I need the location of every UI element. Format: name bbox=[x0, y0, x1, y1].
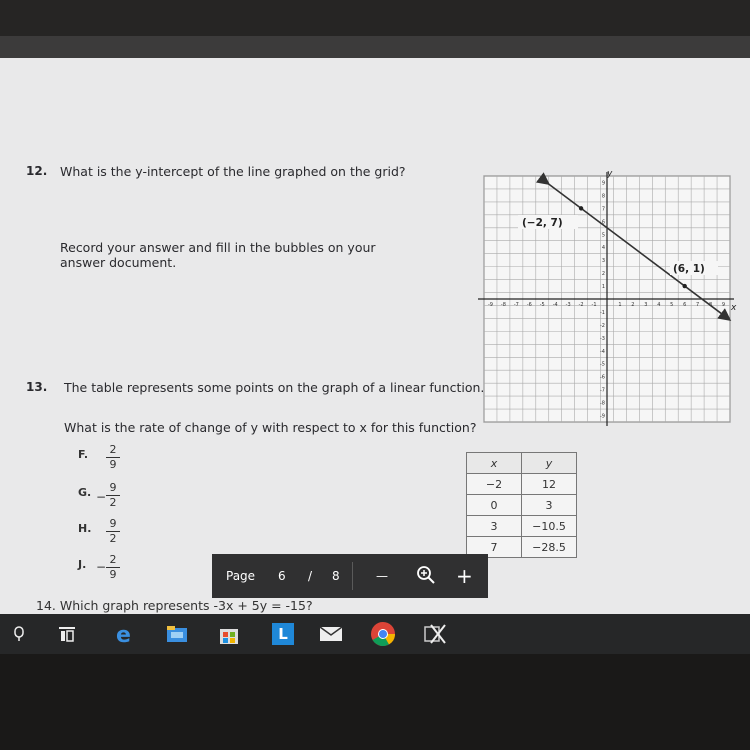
x-tick-label: 7 bbox=[696, 302, 700, 308]
y-tick-label: -4 bbox=[600, 348, 605, 355]
edge-icon[interactable] bbox=[110, 620, 140, 648]
y-tick-label: 7 bbox=[601, 206, 605, 213]
store-icon[interactable] bbox=[214, 620, 244, 648]
option-h-fraction bbox=[106, 518, 120, 545]
y-tick-label: 4 bbox=[601, 245, 605, 252]
option-j-fraction bbox=[106, 554, 120, 581]
question-12-instruction-1: Record your answer and fill in the bubbles on your bbox=[60, 240, 376, 255]
zoom-in-button[interactable]: + bbox=[456, 564, 473, 588]
x-tick-label: -2 bbox=[578, 302, 584, 308]
page-total: 8 bbox=[332, 569, 340, 583]
option-h-denominator: 2 bbox=[109, 532, 117, 545]
option-g-letter: G. bbox=[78, 486, 92, 499]
windows-taskbar bbox=[0, 614, 750, 654]
table-cell: −28.5 bbox=[522, 537, 577, 558]
table-row bbox=[467, 474, 577, 495]
viewer-top-strip bbox=[0, 36, 750, 58]
y-tick-label: 3 bbox=[601, 258, 605, 265]
page-separator: / bbox=[308, 569, 313, 583]
x-tick-label: 9 bbox=[721, 302, 726, 308]
y-tick-label: -7 bbox=[600, 387, 605, 394]
option-j-sign: − bbox=[96, 560, 107, 574]
chrome-icon[interactable] bbox=[368, 620, 398, 648]
question-13-number: 13. bbox=[26, 380, 48, 394]
table-cell: −2 bbox=[467, 474, 522, 495]
x-tick-label: -4 bbox=[552, 302, 558, 308]
x-tick-label: -9 bbox=[487, 302, 493, 308]
table-header-row bbox=[467, 453, 577, 474]
x-tick-label: 4 bbox=[657, 302, 661, 308]
page-toolbar bbox=[212, 554, 488, 598]
question-13-question: What is the rate of change of y with respect to x for this function? bbox=[64, 420, 477, 435]
x-tick-label: 6 bbox=[683, 302, 687, 308]
values-table bbox=[466, 452, 577, 558]
option-h-letter: H. bbox=[78, 522, 92, 535]
question-12-number: 12. bbox=[26, 164, 48, 178]
zoom-out-button[interactable]: — bbox=[376, 569, 388, 583]
y-tick-label: 6 bbox=[601, 219, 605, 226]
table-cell: −10.5 bbox=[522, 516, 577, 537]
table-cell: 3 bbox=[467, 516, 522, 537]
x-tick-label: -5 bbox=[539, 302, 545, 308]
option-f-numerator: 2 bbox=[109, 443, 117, 456]
mail-icon[interactable] bbox=[316, 620, 346, 648]
y-tick-label: -9 bbox=[600, 413, 605, 420]
y-tick-label: 2 bbox=[601, 271, 605, 278]
option-f-fraction bbox=[106, 444, 120, 471]
table-row bbox=[467, 516, 577, 537]
x-tick-label: -7 bbox=[513, 302, 519, 308]
x-tick-label: 5 bbox=[670, 302, 674, 308]
y-tick-label: -8 bbox=[600, 400, 605, 407]
y-tick-label: -1 bbox=[600, 309, 605, 316]
option-g-fraction bbox=[106, 482, 120, 509]
option-g-sign: − bbox=[96, 490, 107, 504]
y-tick-label: 1 bbox=[601, 284, 605, 291]
x-tick-label: -1 bbox=[591, 302, 597, 308]
y-tick-label: -3 bbox=[600, 335, 605, 342]
table-header-y: y bbox=[522, 453, 577, 474]
y-axis-label: y bbox=[607, 170, 613, 179]
l-app-icon[interactable] bbox=[268, 620, 298, 648]
x-axis-label: x bbox=[731, 303, 737, 313]
table-cell: 12 bbox=[522, 474, 577, 495]
y-tick-label: -2 bbox=[600, 322, 605, 329]
y-tick-label: -5 bbox=[600, 361, 605, 368]
x-tick-label: -8 bbox=[500, 302, 506, 308]
point-b bbox=[682, 284, 686, 288]
coordinate-grid bbox=[474, 170, 750, 432]
monitor-bezel-bottom bbox=[0, 654, 750, 750]
option-g-denominator: 2 bbox=[109, 496, 117, 509]
question-12-instruction-2: answer document. bbox=[60, 255, 177, 270]
option-f-letter: F. bbox=[78, 448, 89, 461]
option-h-numerator: 9 bbox=[109, 517, 117, 530]
x-tick-label: 1 bbox=[618, 302, 622, 308]
option-g-numerator: 9 bbox=[109, 481, 117, 494]
x-tick-label: 2 bbox=[631, 302, 635, 308]
table-cell: 3 bbox=[522, 495, 577, 516]
point-a-label: (−2, 7) bbox=[522, 217, 563, 229]
option-j-denominator: 9 bbox=[109, 568, 117, 581]
task-view-icon[interactable] bbox=[52, 620, 82, 648]
l-app-label: L bbox=[272, 623, 294, 645]
page-current[interactable]: 6 bbox=[278, 569, 286, 583]
y-tick-label: -6 bbox=[600, 374, 605, 381]
point-a bbox=[579, 206, 583, 210]
y-tick-label: 9 bbox=[601, 180, 605, 187]
file-explorer-icon[interactable] bbox=[162, 620, 192, 648]
zoom-icon[interactable] bbox=[416, 565, 436, 588]
option-j-numerator: 2 bbox=[109, 553, 117, 566]
snip-icon[interactable] bbox=[420, 620, 450, 648]
table-cell: 7 bbox=[467, 537, 522, 558]
option-j-letter: J. bbox=[78, 558, 87, 571]
cortana-icon[interactable] bbox=[4, 620, 34, 648]
x-tick-label: -3 bbox=[565, 302, 571, 308]
point-b-label: (6, 1) bbox=[673, 263, 705, 275]
svg-text:e: e bbox=[116, 623, 131, 646]
x-tick-label: 3 bbox=[644, 302, 648, 308]
toolbar-divider bbox=[352, 562, 353, 590]
option-f-denominator: 9 bbox=[109, 458, 117, 471]
question-13-text: The table represents some points on the graph of a linear function. bbox=[64, 380, 485, 395]
question-12-text: What is the y-intercept of the line graphed on the grid? bbox=[60, 164, 406, 179]
table-header-x: x bbox=[467, 453, 522, 474]
y-tick-label: 5 bbox=[601, 232, 605, 239]
table-cell: 0 bbox=[467, 495, 522, 516]
monitor-bezel-top bbox=[0, 0, 750, 36]
x-tick-label: -6 bbox=[526, 302, 532, 308]
document-page bbox=[0, 58, 750, 614]
page-label: Page bbox=[226, 569, 256, 583]
table-row bbox=[467, 495, 577, 516]
question-14-text: 14. Which graph represents -3x + 5y = -15? bbox=[36, 598, 313, 613]
y-tick-label: 8 bbox=[601, 193, 605, 200]
